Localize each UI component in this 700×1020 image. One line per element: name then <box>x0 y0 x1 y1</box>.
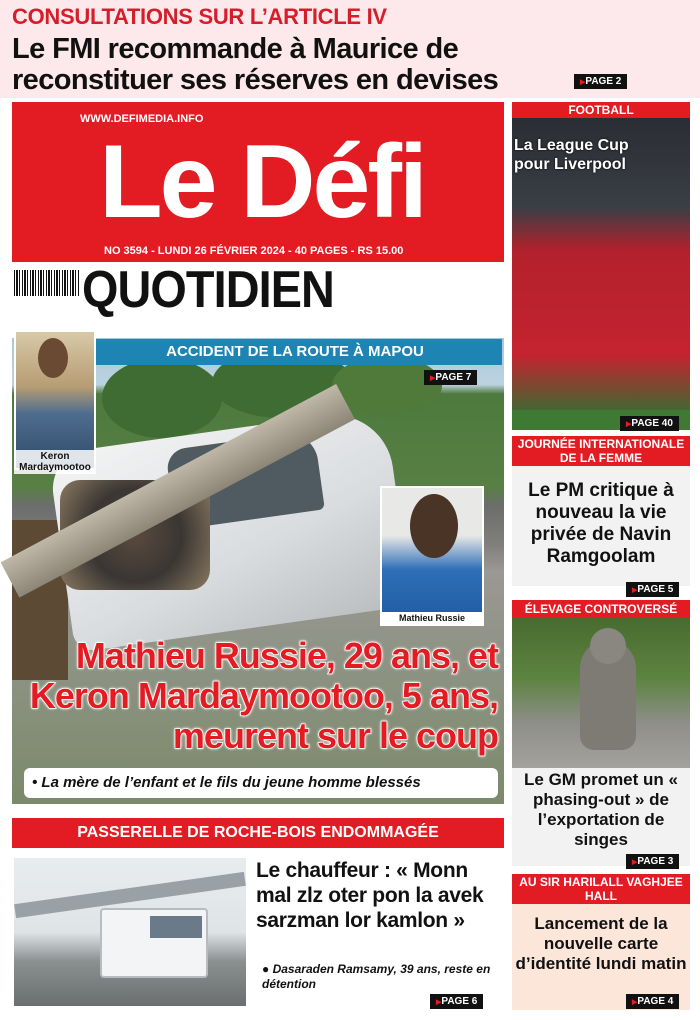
femme-page-tag[interactable]: ▶ PAGE 5 <box>626 582 679 597</box>
main-story-page-tag[interactable]: ▶ PAGE 7 <box>424 370 477 385</box>
passerelle-headline[interactable]: Le chauffeur : « Monn mal zlz oter pon la avek sarzman lor kamlon » <box>256 859 484 932</box>
identite-page-tag[interactable]: ▶ PAGE 4 <box>626 994 679 1009</box>
passerelle-subhead-text: Dasaraden Ramsamy, 39 ans, reste en détention <box>262 962 491 991</box>
elevage-kicker: ÉLEVAGE CONTROVERSÉ <box>512 600 690 618</box>
football-kicker: FOOTBALL <box>512 102 690 118</box>
passerelle-subhead <box>262 962 498 992</box>
keron-face-shape <box>38 338 68 378</box>
elevage-headline[interactable]: Le GM promet un « phasing-out » de l’exportation de singes <box>524 770 678 849</box>
identite-kicker: AU SIR HARILALL VAGHJEE HALL <box>512 874 690 904</box>
passerelle-kicker: PASSERELLE DE ROCHE-BOIS ENDOMMAGÉE <box>12 818 504 848</box>
top-story-headline[interactable]: Le FMI recommande à Maurice de reconstituer ses réserves en devises <box>12 33 499 96</box>
masthead-subtitle: QUOTIDIEN <box>82 261 334 319</box>
main-story-kicker: ACCIDENT DE LA ROUTE À MAPOU <box>88 339 502 365</box>
keron-caption: Keron Mardaymootoo <box>14 450 96 474</box>
mathieu-face-shape <box>410 494 458 558</box>
main-story-subhead: • La mère de l’enfant et le fils du jeune homme blessés <box>24 768 498 798</box>
top-story-page-tag[interactable]: ▶ PAGE 2 <box>574 74 627 89</box>
main-story-headline[interactable]: Mathieu Russie, 29 ans, et Keron Mardaymootoo, 5 ans, meurent sur le coup <box>29 635 498 756</box>
identite-headline[interactable]: Lancement de la nouvelle carte d’identité lundi matin <box>515 914 687 973</box>
mathieu-caption: Mathieu Russie <box>382 612 482 624</box>
top-story-kicker: CONSULTATIONS SUR L’ARTICLE IV <box>12 4 387 29</box>
barcode-icon <box>14 270 80 304</box>
bullet-icon: ● <box>262 962 273 976</box>
elevage-page-tag[interactable]: ▶ PAGE 3 <box>626 854 679 869</box>
passerelle-page-tag[interactable]: ▶ PAGE 6 <box>430 994 483 1009</box>
masthead-logo-title: Le Défi <box>99 124 425 240</box>
masthead-url[interactable]: WWW.DEFIMEDIA.INFO <box>80 113 204 125</box>
femme-kicker: JOURNÉE INTERNATIONALE DE LA FEMME <box>512 436 690 466</box>
football-page-tag[interactable]: ▶ PAGE 40 <box>620 416 679 431</box>
monkey-head-shape <box>590 628 626 664</box>
femme-headline[interactable]: Le PM critique à nouveau la vie privée de Navin Ramgoolam <box>528 480 674 567</box>
truck-window-shape <box>150 916 202 938</box>
masthead-issue-info: NO 3594 - LUNDI 26 FÉVRIER 2024 - 40 PAGES - RS 15.00 <box>104 245 404 257</box>
football-headline[interactable]: La League Cup pour Liverpool <box>514 137 629 173</box>
